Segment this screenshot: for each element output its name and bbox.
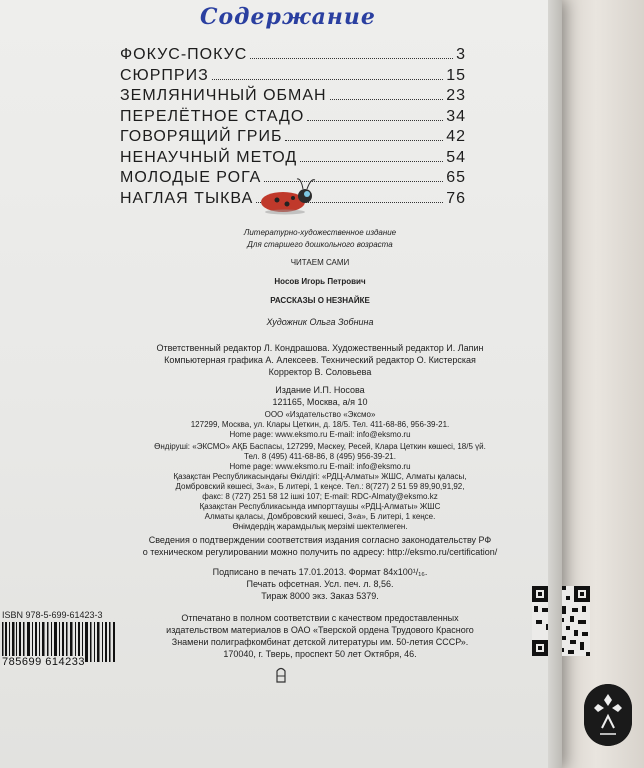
- address-line: 121165, Москва, а/я 10: [272, 397, 368, 407]
- kz-line-4: Қазақстан Республикасындағы Өкілдігі: «РДЦ-Алматы» ЖШС, Алматы қаласы,: [173, 472, 467, 481]
- printer-line-4: 170040, г. Тверь, проспект 50 лет Октября, 46.: [223, 649, 417, 659]
- artist-line: Художник Ольга Зобнина: [266, 317, 374, 327]
- certification-line-1: Сведения о подтверждении соответствия издания согласно законодательству РФ: [148, 535, 492, 545]
- dot-leader: [250, 58, 453, 59]
- toc-entry: [120, 46, 466, 67]
- page-edge: [548, 0, 562, 768]
- publisher-line-3: Home page: www.eksmo.ru E-mail: info@eksmo.ru: [229, 430, 411, 439]
- isbn-label: ISBN 978-5-699-61423-3: [2, 610, 103, 620]
- watermark-logo: [584, 684, 632, 746]
- printer-line-3: Знамени полиграфкомбинат детской литературы им. 50-летия СССР».: [171, 637, 469, 647]
- kz-line-9: Өнімдердің жарамдылық мерзімі шектелмеген.: [232, 522, 408, 531]
- toc-page: 42: [446, 128, 466, 145]
- publisher-line-1: ООО «Издательство «Эксмо»: [264, 410, 376, 419]
- toc-page: 15: [446, 66, 466, 84]
- print-line-3: Тираж 8000 экз. Заказ 5379.: [261, 591, 379, 601]
- toc-page: 34: [446, 107, 466, 125]
- toc-page: 54: [446, 148, 466, 166]
- toc-title: ПЕРЕЛЁТНОЕ СТАДО: [120, 107, 305, 125]
- toc-entry: [120, 108, 466, 129]
- book-title-line: РАССКАЗЫ О НЕЗНАЙКЕ: [270, 296, 370, 305]
- editors-line-1: Ответственный редактор Л. Кондрашова. Художественный редактор И. Лапин: [156, 343, 484, 353]
- genre-line: Литературно-художественное издание: [243, 228, 397, 237]
- editors-line-2: Компьютерная графика А. Алексеев. Технический редактор О. Кистерская: [164, 355, 476, 365]
- toc-entry: [120, 128, 466, 149]
- dot-leader: [285, 140, 443, 141]
- dot-leader: [300, 161, 443, 162]
- toc-title: НАГЛАЯ ТЫКВА: [120, 189, 254, 207]
- toc-entry: [120, 149, 466, 170]
- series-line: ЧИТАЕМ САМИ: [290, 258, 350, 267]
- toc-title: СЮРПРИЗ: [120, 66, 209, 84]
- publisher-emblem-icon: [274, 666, 288, 684]
- dot-leader: [307, 120, 443, 121]
- dot-leader: [212, 79, 443, 80]
- toc-page: 3: [456, 46, 466, 63]
- publisher-line-2: 127299, Москва, ул. Клары Цеткин, д. 18/5. Тел. 411-68-86, 956-39-21.: [190, 420, 450, 429]
- kz-line-6: факс: 8 (727) 251 58 12 ішкі 107; E-mail: RDC-Almaty@eksmo.kz: [202, 492, 438, 501]
- kz-line-1: Өндіруші: «ЭКСМО» АҚБ Баспасы, 127299, Мәскеу, Ресей, Клара Цеткин көшесі, 18/5 үй.: [154, 442, 486, 451]
- edition-line: Издание И.П. Носова: [275, 385, 365, 395]
- ladybug-illustration: [255, 176, 319, 216]
- toc-title: МОЛОДЫЕ РОГА: [120, 169, 262, 186]
- editors-line-3: Корректор В. Соловьева: [268, 367, 372, 377]
- kz-line-8: Алматы қаласы, Домбровский көшесі, 3«а», Б литері, 1 кеңсе.: [204, 512, 436, 521]
- audience-line: Для старшего дошкольного возраста: [247, 240, 393, 249]
- toc-title: ГОВОРЯЩИЙ ГРИБ: [120, 128, 283, 145]
- toc-entry: [120, 87, 466, 108]
- kz-line-7: Қазақстан Республикасында импорттаушы «РДЦ-Алматы» ЖШС: [199, 502, 441, 511]
- author-line: Носов Игорь Петрович: [274, 277, 366, 286]
- certification-line-2: о техническом регулировании можно получить по адресу: http://eksmo.ru/certification/: [142, 547, 498, 557]
- toc-heading: Содержание: [200, 4, 376, 30]
- toc-title: НЕНАУЧНЫЙ МЕТОД: [120, 148, 298, 166]
- toc-title: ФОКУС-ПОКУС: [120, 46, 248, 63]
- kz-line-3: Home page: www.eksmo.ru E-mail: info@eksmo.ru: [229, 462, 411, 471]
- kz-line-5: Домбровский көшесі, 3«а», Б литері, 1 кеңсе. Тел.: 8(727) 2 51 59 89,90,91,92,: [175, 482, 465, 491]
- kz-line-2: Тел. 8 (495) 411-68-86, 8 (495) 956-39-21.: [244, 452, 396, 461]
- print-line-2: Печать офсетная. Усл. печ. л. 8,56.: [246, 579, 394, 589]
- toc-page: 23: [446, 87, 466, 104]
- barcode-number: 785699 614233: [2, 656, 85, 668]
- toc-title: ЗЕМЛЯНИЧНЫЙ ОБМАН: [120, 87, 327, 104]
- printer-line-1: Отпечатано в полном соответствии с качеством предоставленных: [181, 613, 459, 623]
- dot-leader: [330, 99, 444, 100]
- print-line-1: Подписано в печать 17.01.2013. Формат 84x100¹/₁₆.: [212, 567, 428, 577]
- printer-line-2: издательством материалов в ОАО «Тверской ордена Трудового Красного: [166, 625, 474, 635]
- toc-page: 76: [446, 189, 466, 207]
- toc-entry: [120, 67, 466, 88]
- toc-page: 65: [446, 169, 466, 186]
